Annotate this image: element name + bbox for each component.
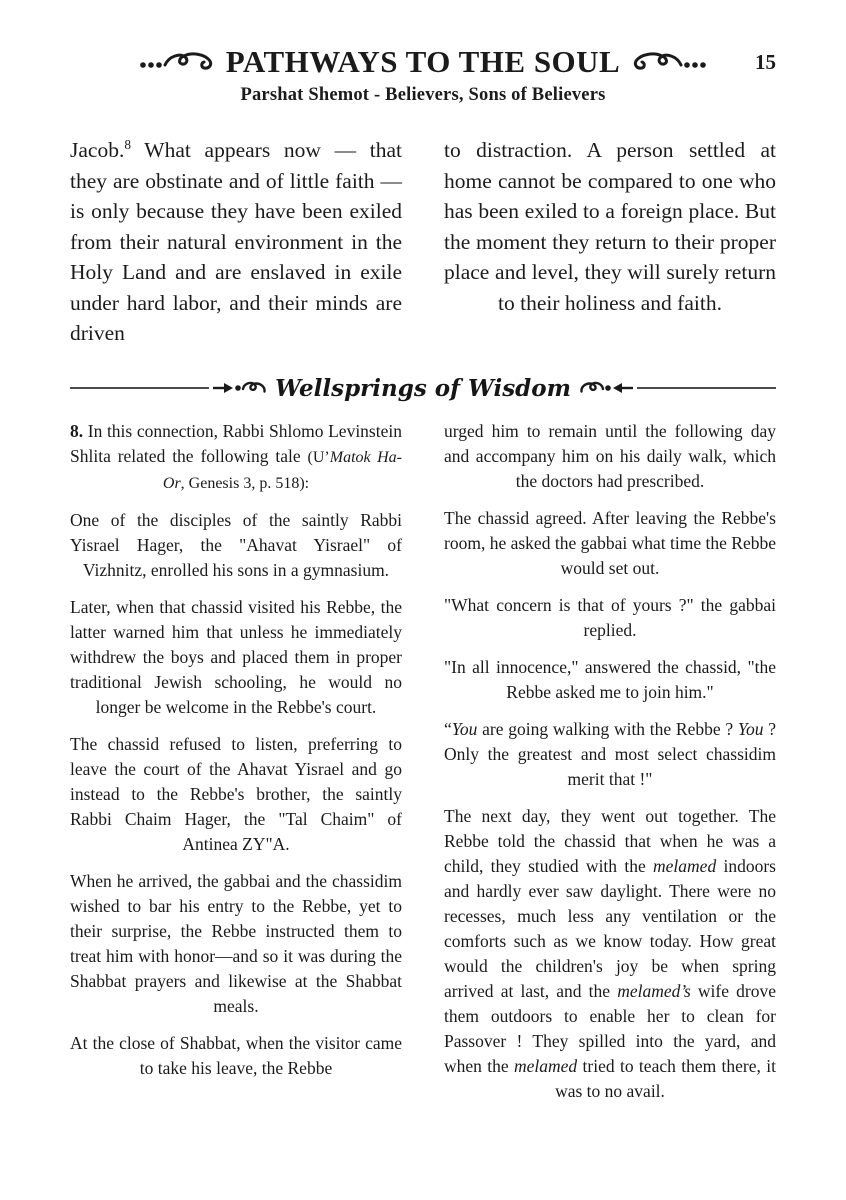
text-segment: “ [444, 718, 452, 739]
paragraph [444, 655, 776, 705]
paragraph [444, 717, 776, 792]
page-header [70, 44, 776, 106]
text-segment: ? Only the greatest and most select chassidim merit that !" [444, 718, 776, 789]
text-segment: (U’ [307, 448, 330, 466]
text-segment: Matok Ha-Or [162, 448, 402, 492]
footnote-right-column [444, 419, 776, 1116]
paragraph [444, 419, 776, 494]
text-segment: You [451, 718, 478, 739]
paragraph [70, 869, 402, 1019]
paragraph [70, 595, 402, 720]
text-segment: When he arrived, the gabbai and the chassidim wished to bar his entry to the Rebbe, yet to their surprise, the Rebbe instructed them to treat him with honor—and so it was during the Shabbat prayers and likewise at the Shabbat meals. [70, 870, 402, 1016]
footnotes-section [70, 419, 776, 1116]
text-segment: melamed [653, 855, 717, 876]
page-title: PATHWAYS TO THE SOUL [225, 44, 621, 79]
paragraph [444, 506, 776, 581]
text-segment: The chassid refused to listen, preferring to leave the court of the Ahavat Yisrael and go instead to the Rebbe's brother, the saintly Rabbi Chaim Hager, the "Tal Chaim" of Antinea ZY"A. [70, 733, 402, 854]
paragraph [444, 593, 776, 643]
page-subtitle: Parshat Shemot - Believers, Sons of Believers [240, 85, 606, 105]
divider-flourish-right-icon [579, 379, 633, 397]
title-row [70, 44, 776, 80]
page-number: 15 [755, 50, 776, 74]
main-text [70, 135, 776, 349]
text-segment: to distraction. A person settled at home cannot be compared to one who has been exiled to a foreign place. But the moment they return to their proper place and level, they will surely return to their holiness and faith. [444, 138, 776, 315]
text-segment: 8. [70, 420, 84, 441]
text-segment: melamed’s [617, 980, 691, 1001]
text-segment: The next day, they went out together. The Rebbe told the chassid that when he was a child, they studied with the [444, 805, 776, 876]
divider-rule-right [637, 387, 776, 389]
paragraph [70, 508, 402, 583]
divider-flourish-left-icon [213, 379, 267, 397]
text-segment: In this connection, Rabbi Shlomo Levinstein Shlita related the following tale [70, 420, 402, 466]
paragraph [70, 419, 402, 496]
text-segment: urged him to remain until the following day and accompany him on his daily walk, which the doctors had prescribed. [444, 420, 776, 491]
text-segment: "What concern is that of yours ?" the gabbai replied. [444, 594, 776, 640]
divider-title: Wellsprings of Wisdom [275, 374, 571, 402]
section-divider [70, 375, 776, 402]
text-segment: Jacob. [70, 138, 125, 162]
text-segment: wife drove them outdoors to enable her to clean for Passover ! They spilled into the yard, and when the [444, 980, 776, 1076]
text-segment: Later, when that chassid visited his Rebbe, the latter warned him that unless he immediately withdrew the boys and placed them in proper traditional Jewish schooling, he would no longer be welcome in the Rebbe's court. [70, 596, 402, 717]
main-right-column [444, 135, 776, 349]
paragraph [444, 135, 776, 318]
text-segment: You [737, 718, 764, 739]
text-segment: are going walking with the Rebbe ? [477, 718, 738, 739]
text-segment: , Genesis 3, p. 518): [180, 474, 310, 492]
paragraph [70, 135, 402, 349]
text-segment: One of the disciples of the saintly Rabbi Yisrael Hager, the "Ahavat Yisrael" of Vizhnitz, enrolled his sons in a gymnasium. [70, 509, 402, 580]
paragraph [70, 732, 402, 857]
main-left-column [70, 135, 402, 349]
paragraph [444, 804, 776, 1104]
header-flourish-right-icon [630, 48, 708, 76]
text-segment: What appears now — that they are obstinate and of little faith — is only because they have been exiled from their natural environment in the Holy Land and are enslaved in exile under hard labor, and their minds are driven [70, 138, 402, 345]
text-segment: "In all innocence," answered the chassid, "the Rebbe asked me to join him." [444, 656, 776, 702]
paragraph [70, 1031, 402, 1081]
text-segment: melamed [514, 1055, 578, 1076]
text-segment: indoors and hardly ever saw daylight. There were no recesses, much less any ventilation or the comforts such as we know today. How great would the children's joy be when spring arrived at last, and the [444, 855, 776, 1001]
text-segment: tried to teach them there, it was to no avail. [555, 1055, 776, 1101]
divider-rule-left [70, 387, 209, 389]
footnote-left-column [70, 419, 402, 1116]
text-segment: At the close of Shabbat, when the visitor came to take his leave, the Rebbe [70, 1032, 402, 1078]
text-segment: The chassid agreed. After leaving the Rebbe's room, he asked the gabbai what time the Rebbe would set out. [444, 507, 776, 578]
text-segment: 8 [124, 136, 131, 152]
header-flourish-left-icon [138, 48, 216, 76]
